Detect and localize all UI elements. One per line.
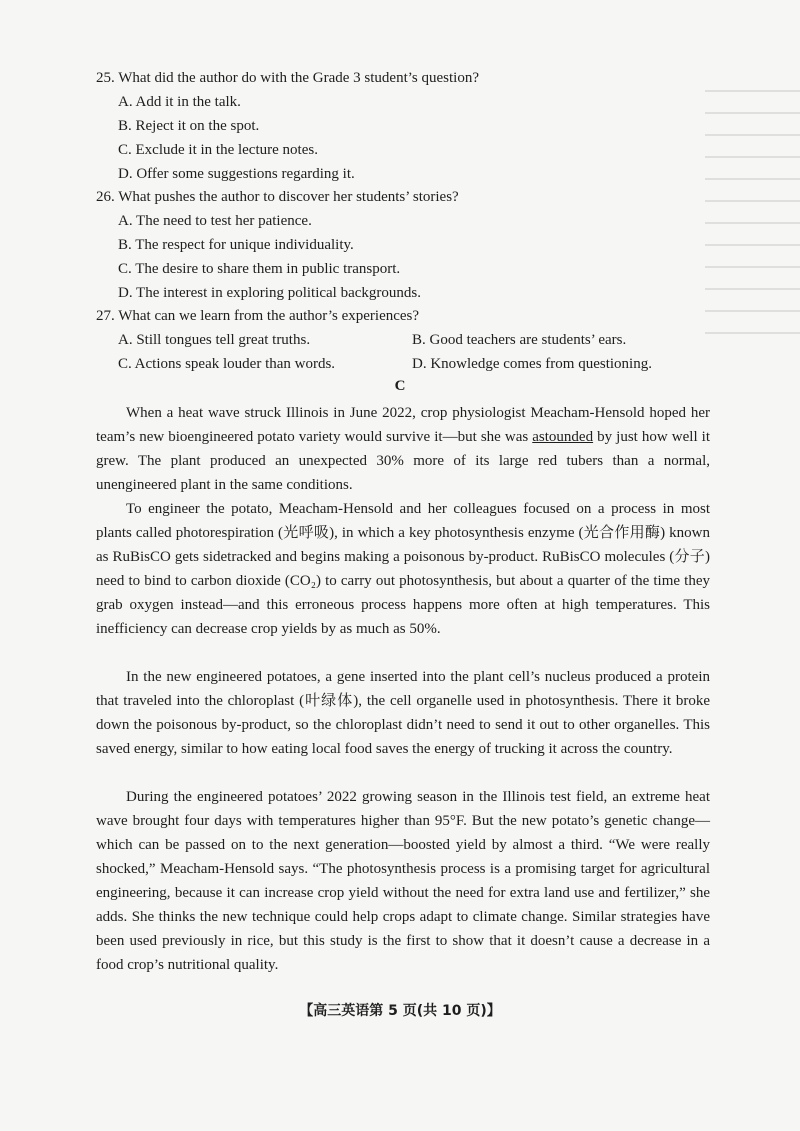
question-27-option-b: B. Good teachers are students’ ears. xyxy=(412,332,627,348)
question-25-option-c: C. Exclude it in the lecture notes. xyxy=(118,142,318,158)
question-25-option-a: A. Add it in the talk. xyxy=(118,94,241,110)
question-27-option-c: C. Actions speak louder than words. xyxy=(118,356,336,372)
question-27-stem: 27. What can we learn from the author’s experiences? xyxy=(96,308,420,324)
paragraph-1-text-b: by just how well it grew. The plant produced an unexpected 30% more of its large red tubers than a normal, unengineered plant in the same conditions. xyxy=(96,429,710,493)
passage-paragraph-1 xyxy=(96,401,710,497)
question-26-option-a: A. The need to test her patience. xyxy=(118,213,312,229)
underlined-word-astounded: astounded xyxy=(532,429,594,445)
passage-paragraph-3: In the new engineered potatoes, a gene inserted into the plant cell’s nucleus produced a protein that traveled into the chloroplast (叶绿体), the cell organelle used in photosynthesis. There it broke down the poisonous by-product, so the chloroplast didn’t need to send it out to other organelles. This saved energy, similar to how eating local food saves the energy of trucking it across the country. xyxy=(96,669,710,757)
question-25-option-b: B. Reject it on the spot. xyxy=(118,118,260,134)
page-footer: 【高三英语第 5 页(共 10 页)】 xyxy=(299,1003,501,1019)
question-27-option-d: D. Knowledge comes from questioning. xyxy=(412,356,652,372)
question-26-option-d: D. The interest in exploring political backgrounds. xyxy=(118,285,421,301)
passage-paragraph-2: To engineer the potato, Meacham-Hensold and her colleagues focused on a process in most plants called photorespiration (光呼吸), in which a key photosynthesis enzyme (光合作用酶) known as RuBisCO gets sidetracked and begins making a poisonous by-product. RuBisCO molecules (分子) need to bind to carbon dioxide (CO₂) to carry out photosynthesis, but about a quarter of the time they grab oxygen instead—and this erroneous process happens more often at high temperatures. This inefficiency can decrease crop yields by as much as 50%. xyxy=(96,501,710,637)
question-26-option-c: C. The desire to share them in public transport. xyxy=(118,261,401,277)
question-26-stem: 26. What pushes the author to discover her students’ stories? xyxy=(96,189,459,205)
bleed-through-shadow xyxy=(705,70,800,570)
question-25-option-d: D. Offer some suggestions regarding it. xyxy=(118,166,355,182)
section-c-title: C xyxy=(394,378,406,394)
question-26-option-b: B. The respect for unique individuality. xyxy=(118,237,354,253)
passage-paragraph-4: During the engineered potatoes’ 2022 growing season in the Illinois test field, an extreme heat wave brought four days with temperatures higher than 95°F. But the new potato’s genetic change—which can be passed on to the next generation—boosted yield by almost a third. “We were really shocked,” Meacham-Hensold says. “The photosynthesis process is a promising target for agricultural engineering, because it can increase crop yield without the need for extra land use and fertilizer,” she adds. She thinks the new technique could help crops adapt to climate change. Similar strategies have been used previously in rice, but this study is the first to show that it doesn’t cause a decrease in a food crop’s nutritional quality. xyxy=(96,789,710,973)
paragraph-1-text-a: When a heat wave struck Illinois in June 2022, crop physiologist Meacham-Hensold hoped her team’s new bioengineered potato variety would survive it—but she was xyxy=(96,405,710,445)
question-25-stem: 25. What did the author do with the Grade 3 student’s question? xyxy=(96,70,479,86)
question-27-option-a: A. Still tongues tell great truths. xyxy=(118,332,311,348)
